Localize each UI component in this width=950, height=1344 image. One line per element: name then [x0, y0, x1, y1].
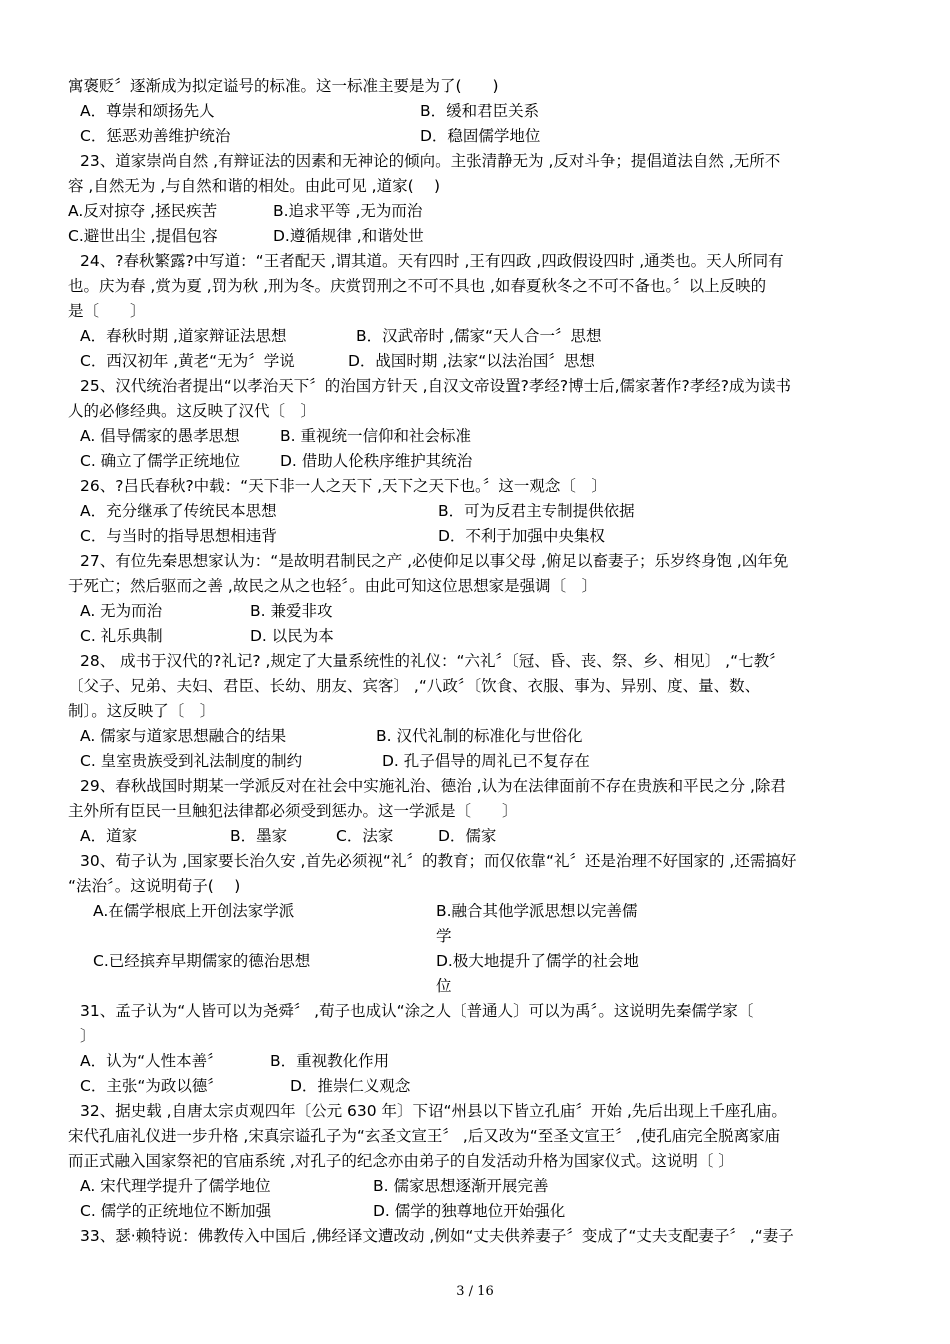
q24-stem-line3: 是〔 〕: [68, 302, 146, 320]
q25-options-ab: [68, 424, 883, 449]
q24-stem-line1: 24、?春秋繁露?中写道：“王者配天 ,谓其道。天有四时 ,王有四政 ,四政假设四时 ,通类也。天人所同有: [80, 252, 784, 270]
q23-option-b: B.追求平等 ,无为而治: [273, 202, 423, 220]
q32-option-a: A. 宋代理学提升了儒学地位: [80, 1177, 271, 1195]
q26-option-d: D．不利于加强中央集权: [438, 527, 605, 545]
q24-option-b: B．汉武帝时 ,儒家“天人合一〞思想: [356, 327, 602, 345]
q24-stem-line2: 也。庆为春 ,赏为夏 ,罚为秋 ,刑为冬。庆赏罚刑之不可不具也 ,如春夏秋冬之不可不备也。〞以上反映的: [68, 277, 767, 295]
q28-option-d: D. 孔子倡导的周礼已不复存在: [382, 752, 590, 770]
q25-option-d: D. 借助人伦秩序维护其统治: [280, 452, 473, 470]
q22-option-c: C．惩恶劝善维护统治: [80, 127, 231, 145]
q23-option-a: A.反对掠夺 ,拯民疾苦: [68, 202, 218, 220]
document-page: [68, 74, 883, 1249]
q32-stem-line1: 32、据史载 ,自唐太宗贞观四年〔公元 630 年〕下诏“州县以下皆立孔庙〞开始 ,先后出现上千座孔庙。: [80, 1102, 787, 1120]
q29-options: [68, 824, 883, 849]
q31-options-ab: [68, 1049, 883, 1074]
q22-stem: 寓褒贬〞逐渐成为拟定谥号的标准。这一标准主要是为了( ): [68, 77, 499, 95]
q32-option-c: C. 儒学的正统地位不断加强: [80, 1202, 272, 1220]
q29-option-c: C．法家: [336, 827, 394, 845]
q25-option-a: A. 倡导儒家的愚孝思想: [80, 427, 240, 445]
q32-option-b: B. 儒家思想逐渐开展完善: [373, 1177, 549, 1195]
q22-option-d: D．稳固儒学地位: [420, 127, 541, 145]
q28-stem-line3: 制〕。这反映了〔 〕: [68, 702, 216, 720]
q30-option-b: B.融合其他学派思想以完善儒: [436, 902, 638, 920]
q30-stem-line1: 30、荀子认为 ,国家要长治久安 ,首先必须视“礼〞的教育；而仅依靠“礼〞还是治理不好国家的 ,还需搞好: [80, 852, 797, 870]
q30-option-d: D.极大地提升了儒学的社会地: [436, 952, 639, 970]
q29-option-d: D．儒家: [438, 827, 497, 845]
q30-option-c: C.已经摈弃早期儒家的德治思想: [93, 952, 311, 970]
q30-option-a: A.在儒学根底上开创法家学派: [93, 902, 295, 920]
q28-option-b: B. 汉代礼制的标准化与世俗化: [376, 727, 583, 745]
q23-option-d: D.遵循规律 ,和谐处世: [273, 227, 424, 245]
q30-stem-line2: “法治〞。这说明荀子( ): [68, 877, 241, 895]
q32-options-cd: [68, 1199, 883, 1224]
q24-options-cd: [68, 349, 883, 374]
q23-stem-line1: 23、道家崇尚自然 ,有辩证法的因素和无神论的倾向。主张清静无为 ,反对斗争；提倡道法自然 ,无所不: [80, 152, 781, 170]
q26-options-cd: [68, 524, 883, 549]
q25-options-cd: [68, 449, 883, 474]
q23-options-ab: [68, 199, 883, 224]
q23-option-c: C.避世出尘 ,提倡包容: [68, 227, 218, 245]
q27-stem-line2: 于死亡；然后驱而之善 ,故民之从之也轻〞。由此可知这位思想家是强调〔 〕: [68, 577, 598, 595]
q27-option-b: B. 兼爱非攻: [250, 602, 333, 620]
q31-stem-line2: 〕: [80, 1027, 96, 1045]
q26-stem-line1: 26、?吕氏春秋?中载：“天下非一人之天下 ,天下之天下也。〞这一观念〔 〕: [80, 477, 607, 495]
page-number: 3 / 16: [456, 1284, 494, 1299]
q27-stem-line1: 27、有位先秦思想家认为：“是故明君制民之产 ,必使仰足以事父母 ,俯足以畜妻子；乐岁终身饱 ,凶年免: [80, 552, 789, 570]
q31-option-c: C．主张“为政以德〞: [80, 1077, 223, 1095]
q24-options-ab: [68, 324, 883, 349]
q25-stem-line1: 25、汉代统治者提出“以孝治天下〞的治国方针天 ,自汉文帝设置?孝经?博士后,儒家著作?孝经?成为读书: [80, 377, 791, 395]
q26-option-b: B．可为反君主专制提供依据: [438, 502, 635, 520]
q25-stem-line2: 人的必修经典。这反映了汉代〔 〕: [68, 402, 317, 420]
q33-stem-line1: 33、瑟·赖特说：佛教传入中国后 ,佛经译文遭改动 ,例如“丈夫供养妻子〞变成了“丈夫支配妻子〞 ,“妻子: [80, 1227, 794, 1245]
q31-options-cd: [68, 1074, 883, 1099]
q22-options-cd: [68, 124, 883, 149]
q32-options-ab: [68, 1174, 883, 1199]
q23-options-cd: [68, 224, 883, 249]
q31-stem-line1: 31、孟子认为“人皆可以为尧舜〞 ,荀子也成认“涂之人〔普通人〕可以为禹〞。这说明先秦儒学家〔: [80, 1002, 754, 1020]
q22-option-b: B．缓和君臣关系: [420, 102, 540, 120]
q29-option-b: B．墨家: [230, 827, 288, 845]
q29-stem-line2: 主外所有臣民一旦触犯法律都必须受到惩办。这一学派是〔 〕: [68, 802, 518, 820]
q32-stem-line2: 宋代孔庙礼仪进一步升格 ,宋真宗谥孔子为“玄圣文宣王〞 ,后又改为“至圣文宣王〞 ,使孔庙完全脱离家庙: [68, 1127, 781, 1145]
q32-stem-line3: 而正式融入国家祭祀的官庙系统 ,对孔子的纪念亦由弟子的自发活动升格为国家仪式。这说明〔 〕: [68, 1152, 734, 1170]
q22-option-a: A．尊崇和颂扬先人: [80, 102, 215, 120]
q31-option-d: D．推崇仁义观念: [290, 1077, 411, 1095]
q28-stem-line2: 〔父子、兄弟、夫妇、君臣、长幼、朋友、宾客〕 ,“八政〞〔饮食、衣服、事为、异别、度、量、数、: [68, 677, 761, 695]
q31-option-b: B．重视教化作用: [270, 1052, 390, 1070]
q27-option-a: A. 无为而治: [80, 602, 163, 620]
q27-option-d: D. 以民为本: [250, 627, 334, 645]
q28-options-ab: [68, 724, 883, 749]
q26-option-a: A．充分继承了传统民本思想: [80, 502, 277, 520]
q24-option-c: C．西汉初年 ,黄老“无为〞学说: [80, 352, 295, 370]
q30-options: [68, 899, 883, 999]
q32-option-d: D. 儒学的独尊地位开始强化: [373, 1202, 566, 1220]
q28-option-a: A. 儒家与道家思想融合的结果: [80, 727, 287, 745]
q27-option-c: C. 礼乐典制: [80, 627, 163, 645]
q28-options-cd: [68, 749, 883, 774]
q28-option-c: C. 皇室贵族受到礼法制度的制约: [80, 752, 303, 770]
q26-option-c: C．与当时的指导思想相违背: [80, 527, 277, 545]
q28-stem-line1: 28、 成书于汉代的?礼记? ,规定了大量系统性的礼仪：“六礼〞〔冠、昏、丧、祭、乡、相见〕 ,“七教〞: [80, 652, 785, 670]
q25-option-c: C. 确立了儒学正统地位: [80, 452, 241, 470]
q30-option-b-wrap: 学: [436, 927, 452, 945]
q31-option-a: A．认为“人性本善〞: [80, 1052, 223, 1070]
q24-option-a: A．春秋时期 ,道家辩证法思想: [80, 327, 287, 345]
q22-options-ab: [68, 99, 883, 124]
q24-option-d: D．战国时期 ,法家“以法治国〞思想: [348, 352, 595, 370]
q27-options-ab: [68, 599, 883, 624]
q27-options-cd: [68, 624, 883, 649]
q30-option-d-wrap: 位: [436, 977, 452, 995]
q29-option-a: A．道家: [80, 827, 138, 845]
q26-options-ab: [68, 499, 883, 524]
q29-stem-line1: 29、春秋战国时期某一学派反对在社会中实施礼治、德治 ,认为在法律面前不存在贵族和平民之分 ,除君: [80, 777, 786, 795]
q23-stem-line2: 容 ,自然无为 ,与自然和谐的相处。由此可见 ,道家( ): [68, 177, 441, 195]
q25-option-b: B. 重视统一信仰和社会标准: [280, 427, 471, 445]
